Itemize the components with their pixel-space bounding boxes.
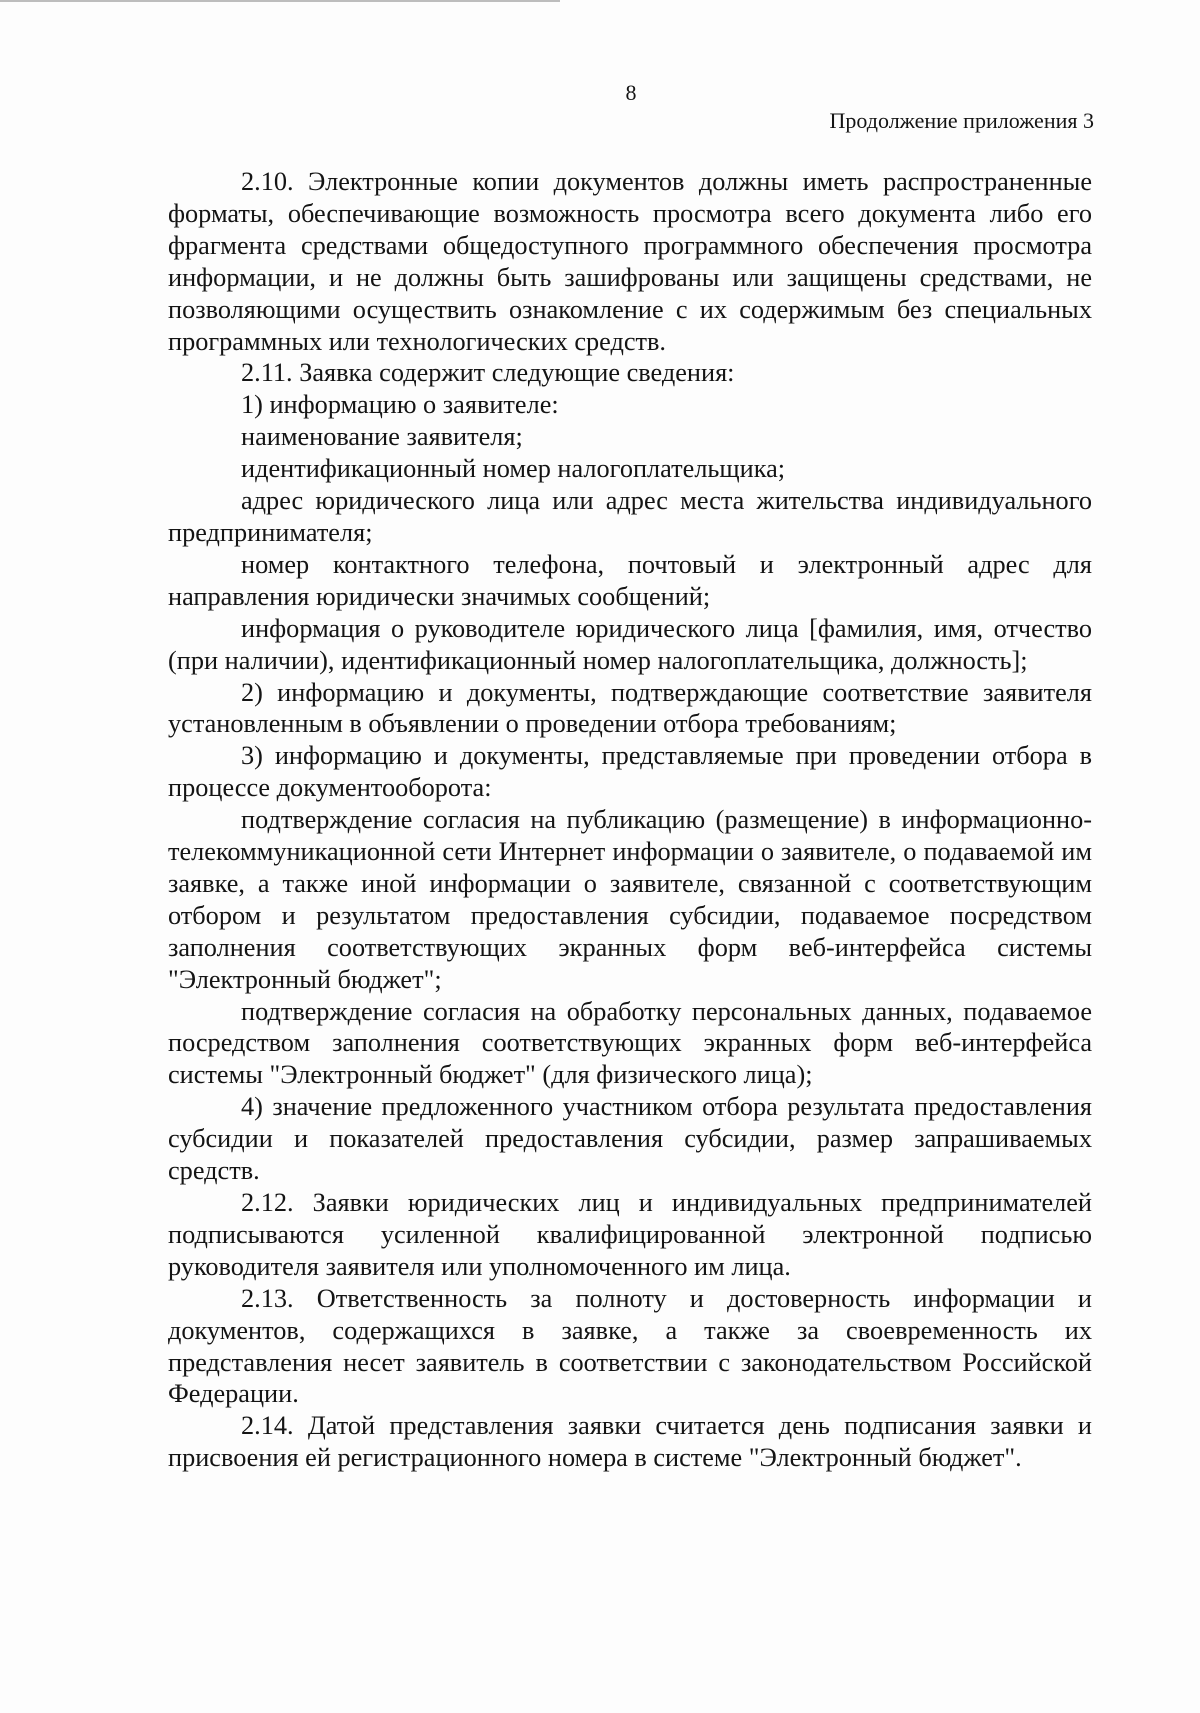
- paragraph-2-12: 2.12. Заявки юридических лиц и индивидуальных предпринимателей подписываются усиленной квалифицированной электронной подписью руководителя заявителя или уполномоченного им лица.: [168, 1188, 1092, 1281]
- list-subitem-address: адрес юридического лица или адрес места жительства индивидуального предпринимателя;: [168, 486, 1092, 547]
- list-item-4: 4) значение предложенного участником отбора результата предоставления субсидии и показателей предоставления субсидии, размер запрашиваемых средств.: [168, 1092, 1092, 1186]
- list-subitem-contacts: номер контактного телефона, почтовый и электронный адрес для направления юридически значимых сообщений;: [168, 549, 1092, 611]
- list-item-3: 3) информацию и документы, представляемые при проведении отбора в процессе документооборота:: [168, 741, 1092, 803]
- list-item-1: 1) информацию о заявителе:: [241, 390, 559, 420]
- paragraph-2-11: 2.11. Заявка содержит следующие сведения:: [241, 358, 735, 388]
- list-subitem-tin: идентификационный номер налогоплательщика;: [241, 454, 786, 484]
- list-item-2: 2) информацию и документы, подтверждающие соответствие заявителя установленным в объявлении о проведении отбора требованиям;: [168, 677, 1092, 739]
- list-subitem-name: наименование заявителя;: [241, 422, 523, 452]
- paragraph-2-14: 2.14. Датой представления заявки считается день подписания заявки и присвоения ей регистрационного номера в системе "Электронный бюджет".: [168, 1411, 1092, 1473]
- document-body: [168, 166, 1092, 1474]
- scan-edge-line: [0, 0, 560, 2]
- paragraph-2-10: 2.10. Электронные копии документов должны иметь распространенные форматы, обеспечивающие возможность просмотра всего документа либо его фрагмента средствами общедоступного программного обеспечения просмотра информации, и не должны быть зашифрованы или защищены средствами, не позволяющими осуществить ознакомление с их содержимым без специальных программных или технологических средств.: [168, 167, 1092, 356]
- continuation-header: Продолжение приложения 3: [829, 108, 1094, 133]
- list-subitem-publication-consent: подтверждение согласия на публикацию (размещение) в информационно-телекоммуникационной сети Интернет информации о заявителе, о подаваемой им заявке, а также иной информации о заявителе, связанной с соответствующим отбором и результатом предоставления субсидии, подаваемое посредством заполнения соответствующих экранных форм веб-интерфейса системы "Электронный бюджет";: [168, 805, 1092, 994]
- page-number: 8: [625, 80, 637, 105]
- list-subitem-head: информация о руководителе юридического лица [фамилия, имя, отчество (при наличии), идентификационный номер налогоплательщика, должность];: [168, 613, 1092, 675]
- list-subitem-personal-data-consent: подтверждение согласия на обработку персональных данных, подаваемое посредством заполнения соответствующих экранных форм веб-интерфейса системы "Электронный бюджет" (для физического лица);: [168, 996, 1092, 1090]
- paragraph-2-13: 2.13. Ответственность за полноту и достоверность информации и документов, содержащихся в заявке, а также за своевременность их представления несет заявитель в соответствии с законодательством Российской Федерации.: [168, 1283, 1092, 1409]
